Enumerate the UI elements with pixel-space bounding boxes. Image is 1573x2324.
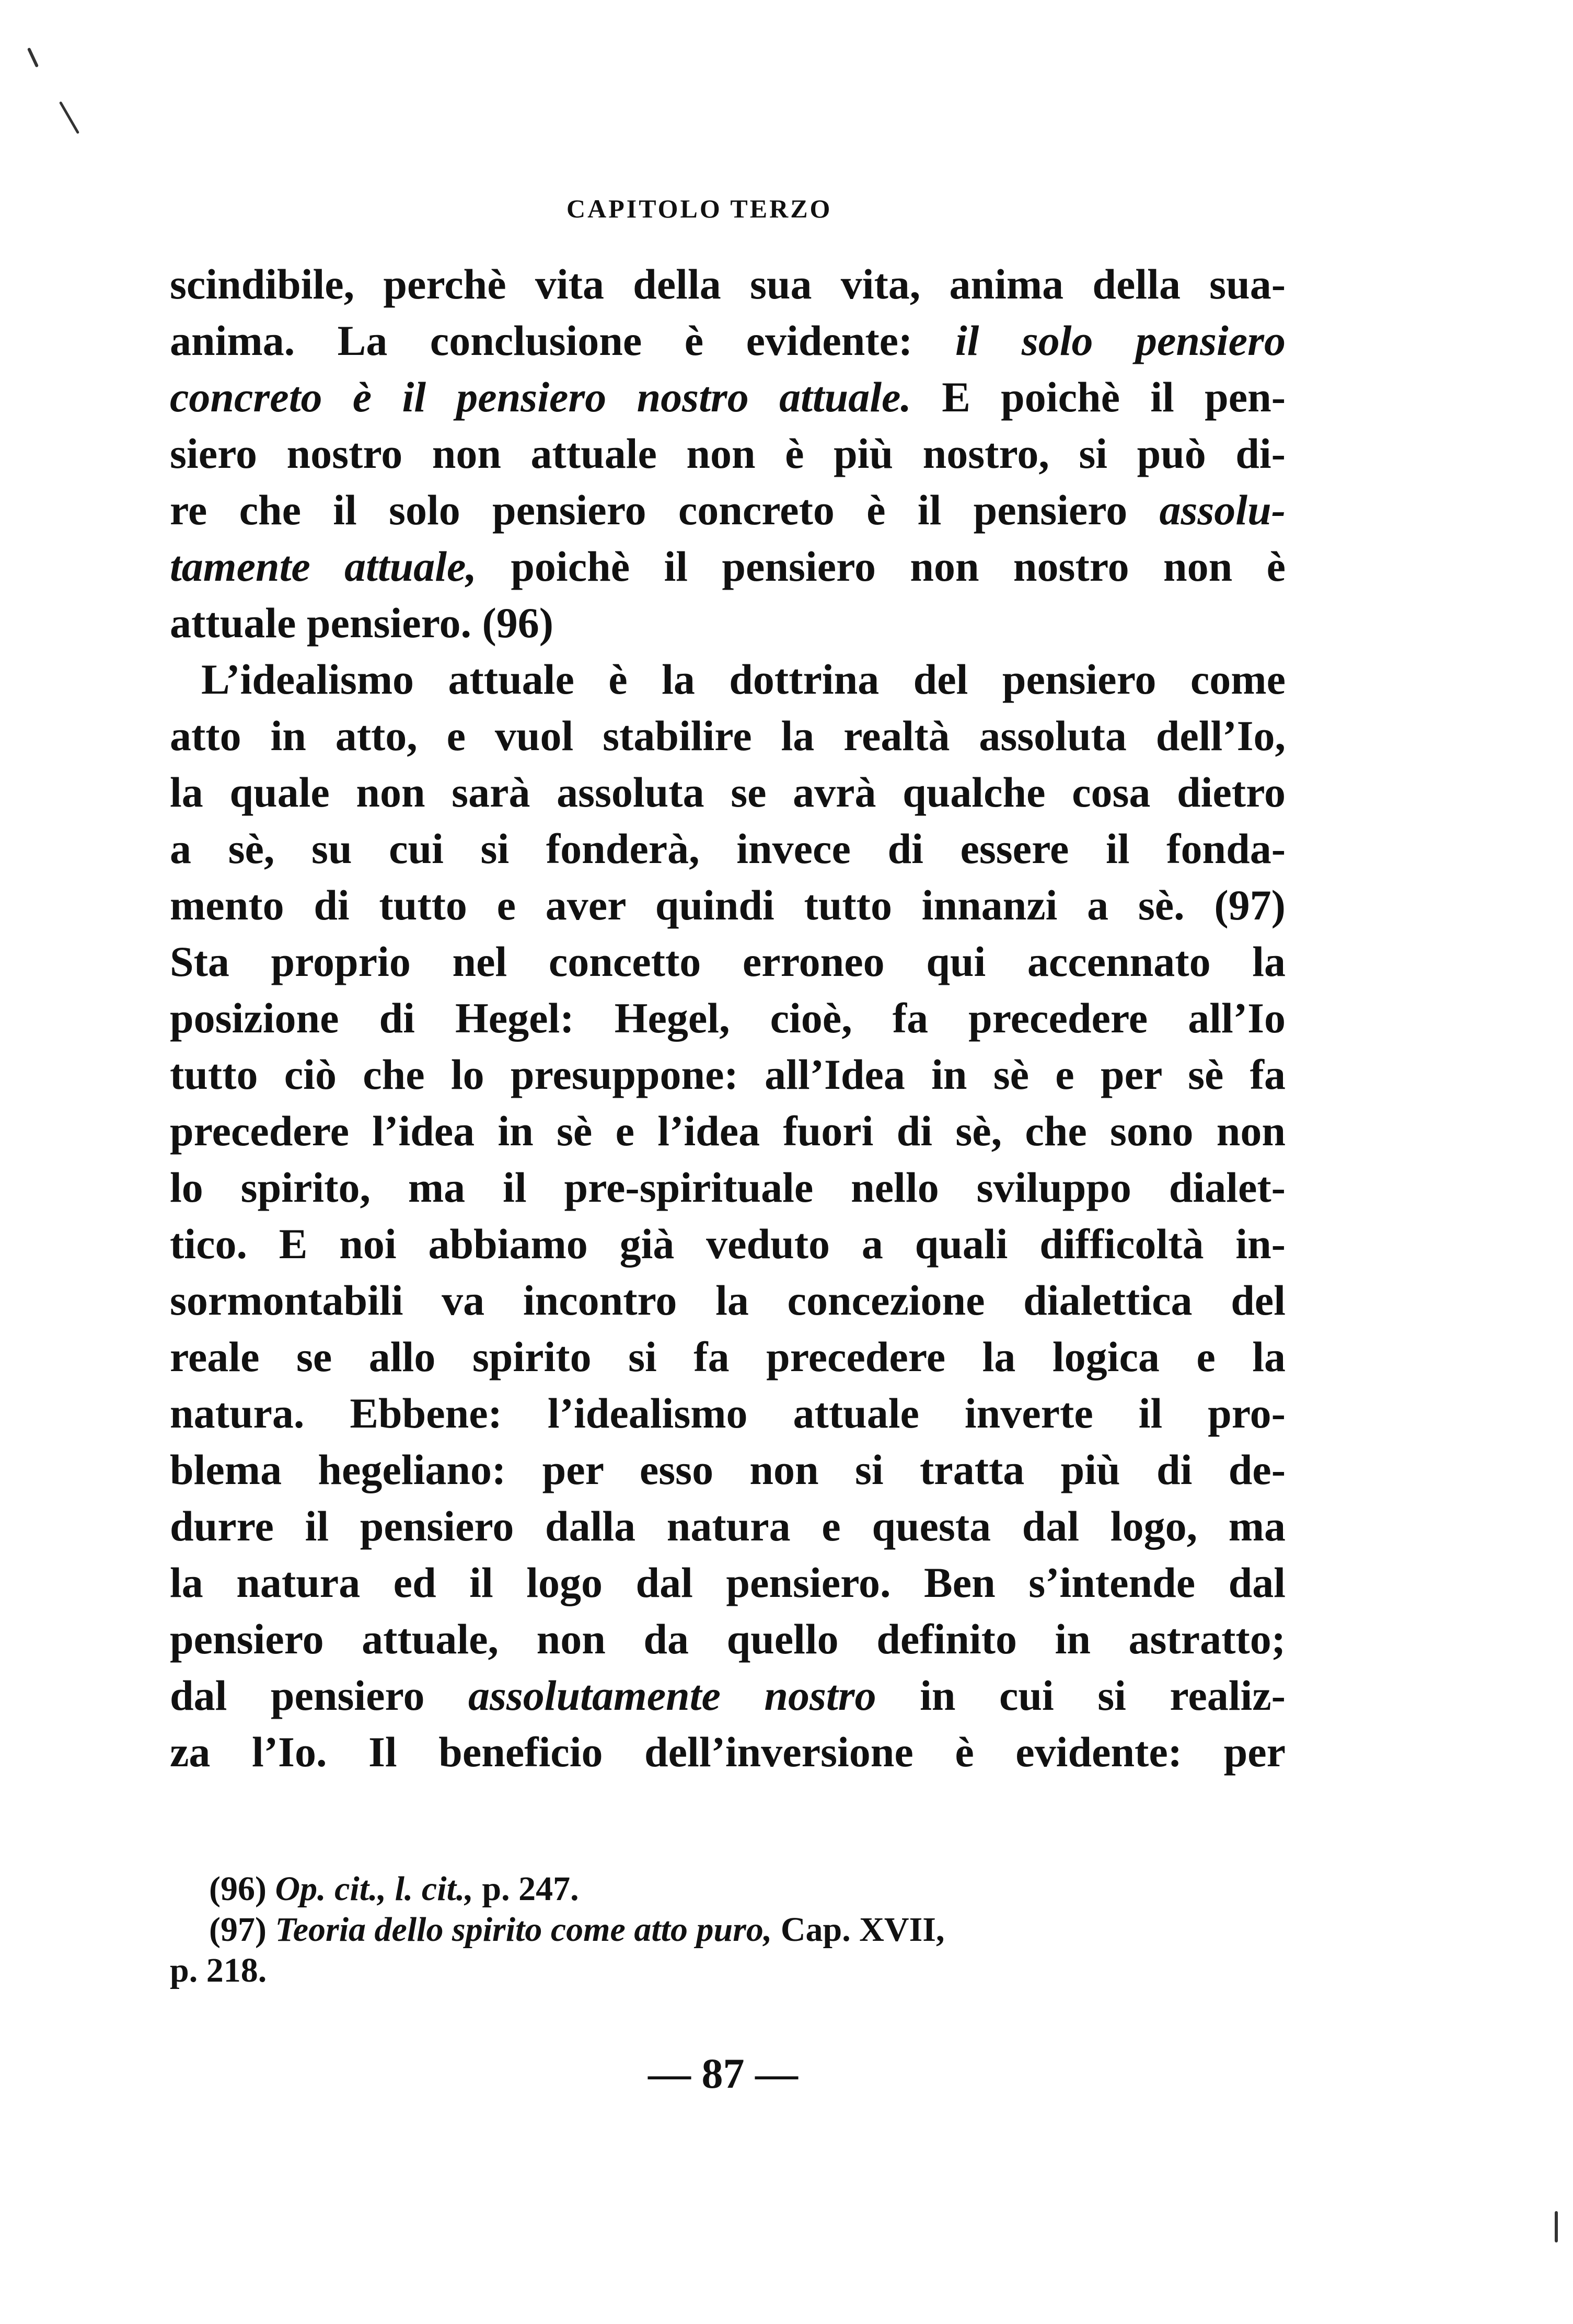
scan-speck: [1555, 2211, 1558, 2242]
italic-text: Op. cit., l. cit.,: [275, 1870, 473, 1908]
text-line: [170, 1385, 1286, 1442]
italic-text: Teoria dello spirito come atto puro,: [275, 1911, 772, 1949]
text-line: [170, 1498, 1286, 1555]
footnote-line: [170, 1950, 1286, 1991]
scan-speck: [27, 48, 39, 68]
text-run: pensiero attuale, non da quello definito in astratto;: [170, 1615, 1286, 1663]
text-line: [170, 1329, 1286, 1385]
italic-text: il solo pensiero: [955, 317, 1286, 364]
text-run: siero nostro non attuale non è più nostro, si può di-: [170, 430, 1286, 477]
text-line: [170, 595, 1286, 651]
text-run: anima. La conclusione è evidente:: [170, 317, 955, 364]
text-line: [170, 990, 1286, 1046]
text-run: poichè il pensiero non nostro non è: [476, 543, 1286, 590]
text-line: [170, 821, 1286, 877]
text-line: [170, 1611, 1286, 1667]
text-line: [170, 538, 1286, 595]
text-run: re che il solo pensiero concreto è il pensiero: [170, 486, 1160, 534]
text-run: attuale pensiero. (96): [170, 599, 554, 647]
text-line: [170, 256, 1286, 313]
text-line: [170, 877, 1286, 934]
text-line: [170, 1272, 1286, 1329]
text-line: [170, 708, 1286, 764]
text-line: [170, 1442, 1286, 1498]
text-line: [170, 1103, 1286, 1159]
text-line: [170, 1667, 1286, 1724]
running-head: CAPITOLO TERZO: [566, 194, 832, 223]
footnote-line: [170, 1869, 1286, 1909]
text-run: lo spirito, ma il pre-spirituale nello sviluppo dialet-: [170, 1164, 1286, 1211]
text-line: [170, 764, 1286, 821]
footnotes: [170, 1869, 1286, 1991]
text-line: [170, 1159, 1286, 1216]
text-run: reale se allo spirito si fa precedere la logica e la: [170, 1333, 1286, 1380]
text-run: (97): [209, 1911, 275, 1949]
text-run: a sè, su cui si fonderà, invece di essere il fonda-: [170, 825, 1286, 872]
text-line: [170, 934, 1286, 990]
page-number: — 87 —: [648, 2050, 798, 2097]
text-line: [170, 425, 1286, 482]
italic-text: assolutamente nostro: [468, 1672, 876, 1719]
text-run: za l’Io. Il beneficio dell’inversione è evidente: per: [170, 1728, 1286, 1776]
text-run: durre il pensiero dalla natura e questa dal logo, ma: [170, 1502, 1286, 1550]
text-run: natura. Ebbene: l’idealismo attuale inverte il pro-: [170, 1389, 1286, 1437]
text-run: tutto ciò che lo presuppone: all’Idea in sè e per sè fa: [170, 1051, 1286, 1098]
text-run: dal pensiero: [170, 1672, 468, 1719]
text-run: (96): [209, 1870, 275, 1908]
text-run: Cap. XVII,: [772, 1911, 945, 1949]
scan-speck: [59, 101, 79, 134]
text-run: p. 247.: [473, 1870, 579, 1908]
text-run: sormontabili va incontro la concezione dialettica del: [170, 1276, 1286, 1324]
body-text: [170, 256, 1286, 1780]
text-line: [170, 1724, 1286, 1780]
italic-text: concreto è il pensiero nostro attuale.: [170, 373, 911, 421]
text-run: la quale non sarà assoluta se avrà qualche cosa dietro: [170, 768, 1286, 816]
text-run: tico. E noi abbiamo già veduto a quali difficoltà in-: [170, 1220, 1286, 1268]
text-run: L’idealismo attuale è la dottrina del pensiero come: [201, 655, 1286, 703]
footnote-line: [170, 1909, 1286, 1950]
text-run: la natura ed il logo dal pensiero. Ben s’intende dal: [170, 1559, 1286, 1606]
text-line: [170, 651, 1286, 708]
text-line: [170, 1555, 1286, 1611]
italic-text: assolu-: [1159, 486, 1286, 534]
text-run: E poichè il pen-: [911, 373, 1286, 421]
text-run: mento di tutto e aver quindi tutto innanzi a sè. (97): [170, 881, 1286, 929]
italic-text: tamente attuale,: [170, 543, 477, 590]
text-run: scindibile, perchè vita della sua vita, anima della sua-: [170, 260, 1286, 308]
text-line: [170, 1046, 1286, 1103]
text-line: [170, 369, 1286, 425]
text-run: blema hegeliano: per esso non si tratta più di de-: [170, 1446, 1286, 1493]
text-run: in cui si realiz-: [876, 1672, 1286, 1719]
text-run: precedere l’idea in sè e l’idea fuori di sè, che sono non: [170, 1107, 1286, 1155]
text-line: [170, 313, 1286, 369]
text-line: [170, 1216, 1286, 1272]
text-run: posizione di Hegel: Hegel, cioè, fa precedere all’Io: [170, 994, 1286, 1042]
text-line: [170, 482, 1286, 538]
text-run: p. 218.: [170, 1951, 267, 1989]
text-run: atto in atto, e vuol stabilire la realtà assoluta dell’Io,: [170, 712, 1286, 760]
text-run: Sta proprio nel concetto erroneo qui accennato la: [170, 938, 1286, 985]
